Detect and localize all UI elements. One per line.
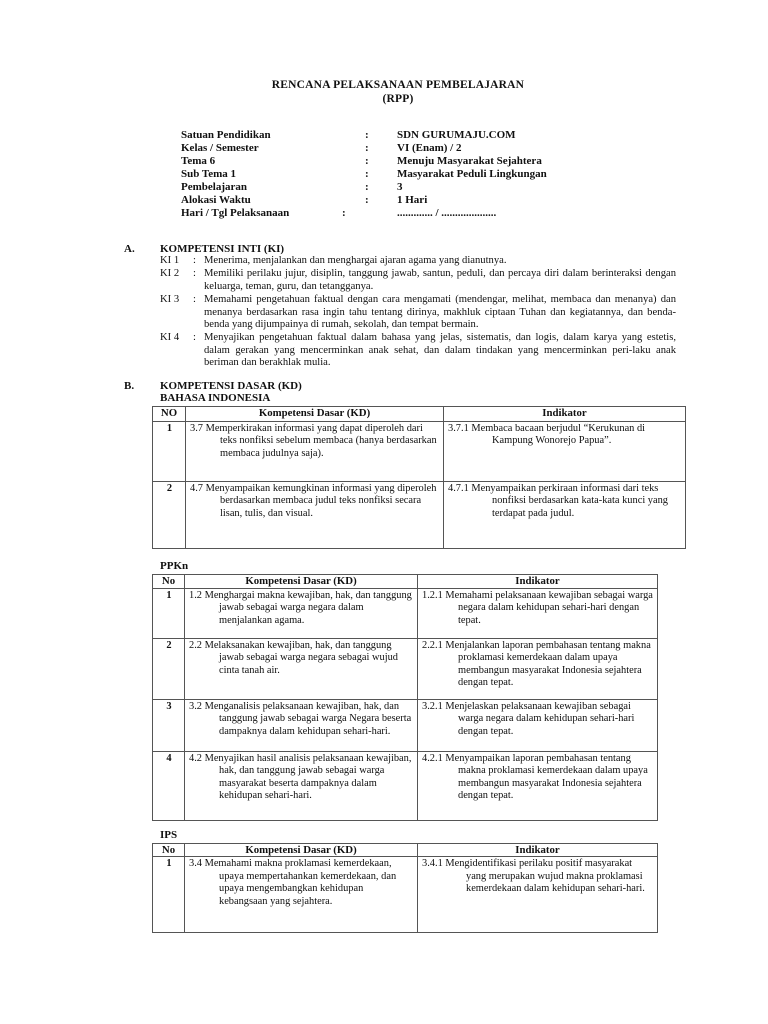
header-indikator: Indikator bbox=[444, 407, 686, 422]
kd-table-ppkn bbox=[152, 574, 658, 821]
identity-value: Masyarakat Peduli Lingkungan bbox=[397, 168, 547, 180]
colon: : bbox=[342, 207, 346, 219]
header-no: NO bbox=[153, 407, 186, 422]
ki-item bbox=[160, 255, 676, 268]
row-kd: 3.4 Memahami makna proklamasi kemerdekaan, upaya mempertahankan kemerdekaan, dan upaya mengembangkan kehidupan kebangsaan yang sejahtera. bbox=[185, 857, 418, 933]
row-indikator: 4.7.1 Menyampaikan perkiraan informasi dari teks nonfiksi berdasarkan kata-kata kunci yang terdapat pada judul. bbox=[444, 482, 686, 549]
table-row bbox=[153, 700, 658, 752]
identity-value: 1 Hari bbox=[397, 194, 428, 206]
colon: : bbox=[193, 294, 196, 305]
identity-label: Hari / Tgl Pelaksanaan bbox=[181, 207, 290, 219]
row-no: 2 bbox=[153, 639, 185, 700]
table-row bbox=[153, 752, 658, 821]
row-kd: 1.2 Menghargai makna kewajiban, hak, dan tanggung jawab sebagai warga negara dalam menjalankan agama. bbox=[185, 589, 418, 639]
ki-text: Memahami pengetahuan faktual dengan cara mengamati (mendengar, melihat, membaca dan menanya) dan menanya berdasarkan rasa ingin tahu tentang dirinya, makhluk ciptaan Tuhan dan kegiatannya, dan benda-benda yang dijumpainya di rumah, sekolah, dan tempat bermain. bbox=[204, 294, 676, 331]
row-indikator: 3.2.1 Menjelaskan pelaksanaan kewajiban sebagai warga negara dalam kehidupan sehari-hari dengan tepat. bbox=[418, 700, 658, 752]
table-row bbox=[153, 482, 686, 549]
header-indikator: Indikator bbox=[418, 575, 658, 589]
identity-label: Alokasi Waktu bbox=[181, 194, 251, 206]
header-kd: Kompetensi Dasar (KD) bbox=[185, 575, 418, 589]
section-b-letter: B. bbox=[124, 380, 135, 392]
row-no: 3 bbox=[153, 700, 185, 752]
ki-item bbox=[160, 294, 676, 332]
colon: : bbox=[365, 129, 369, 141]
header-indikator: Indikator bbox=[418, 844, 658, 857]
subject-label-ppkn: PPKn bbox=[160, 560, 189, 572]
identity-value: 3 bbox=[397, 181, 403, 193]
kd-table-bahasa-indonesia bbox=[152, 406, 686, 549]
row-no: 2 bbox=[153, 482, 186, 549]
row-kd: 4.7 Menyampaikan kemungkinan informasi yang diperoleh berdasarkan membaca judul teks nonfiksi secara lisan, tulis, dan visual. bbox=[186, 482, 444, 549]
row-no: 1 bbox=[153, 857, 185, 933]
header-kd: Kompetensi Dasar (KD) bbox=[185, 844, 418, 857]
identity-label: Kelas / Semester bbox=[181, 142, 259, 154]
identity-label: Pembelajaran bbox=[181, 181, 247, 193]
header-no: No bbox=[153, 844, 185, 857]
header-no: No bbox=[153, 575, 185, 589]
table-row bbox=[153, 857, 658, 933]
table-row bbox=[153, 639, 658, 700]
row-kd: 3.7 Memperkirakan informasi yang dapat diperoleh dari teks nonfiksi sebelum membaca (hanya berdasarkan membaca judulnya saja). bbox=[186, 422, 444, 482]
subject-label-ips: IPS bbox=[160, 829, 178, 841]
row-kd: 4.2 Menyajikan hasil analisis pelaksanaan kewajiban, hak, dan tanggung jawab sebagai warga masyarakat beserta dampaknya dalam kehidupan sehari-hari. bbox=[185, 752, 418, 821]
row-indikator: 3.4.1 Mengidentifikasi perilaku positif masyarakat yang merupakan wujud makna proklamasi kemerdekaan dalam kehidupan sehari-hari. bbox=[418, 857, 658, 933]
identity-value: ............. / .................... bbox=[397, 207, 497, 219]
colon: : bbox=[193, 255, 196, 266]
row-kd: 3.2 Menganalisis pelaksanaan kewajiban, hak, dan tanggung jawab sebagai warga Negara beserta dampaknya dalam kehidupan sehari-hari. bbox=[185, 700, 418, 752]
colon: : bbox=[365, 168, 369, 180]
row-indikator: 1.2.1 Memahami pelaksanaan kewajiban sebagai warga negara dalam kehidupan sehari-hari dengan tepat. bbox=[418, 589, 658, 639]
table-header-row bbox=[153, 575, 658, 589]
ki-code: KI 1 bbox=[160, 255, 180, 266]
row-indikator: 2.2.1 Menjalankan laporan pembahasan tentang makna proklamasi kemerdekaan dalam upaya membangun masyarakat Indonesia sejahtera dengan tepat. bbox=[418, 639, 658, 700]
identity-value: SDN GURUMAJU.COM bbox=[397, 129, 516, 141]
colon: : bbox=[365, 181, 369, 193]
row-no: 4 bbox=[153, 752, 185, 821]
colon: : bbox=[365, 155, 369, 167]
row-no: 1 bbox=[153, 589, 185, 639]
colon: : bbox=[365, 194, 369, 206]
section-a-heading: KOMPETENSI INTI (KI) bbox=[160, 243, 285, 255]
document-title: RENCANA PELAKSANAAN PEMBELAJARAN bbox=[271, 79, 525, 91]
ki-item bbox=[160, 332, 676, 370]
identity-label: Satuan Pendidikan bbox=[181, 129, 271, 141]
row-kd: 2.2 Melaksanakan kewajiban, hak, dan tanggung jawab sebagai warga negara sebagai wujud cinta tanah air. bbox=[185, 639, 418, 700]
ki-text: Menyajikan pengetahuan faktual dalam bahasa yang jelas, sistematis, dan logis, dalam karya yang estetis, dalam gerakan yang mencerminkan anak sehat, dan dalam tindakan yang mencerminkan peri-laku anak beriman dan berakhlak mulia. bbox=[204, 332, 676, 369]
table-header-row bbox=[153, 844, 658, 857]
kd-table-ips bbox=[152, 843, 658, 933]
colon: : bbox=[193, 332, 196, 343]
identity-label: Tema 6 bbox=[181, 155, 216, 167]
document-subtitle: (RPP) bbox=[382, 93, 414, 105]
section-a-letter: A. bbox=[124, 243, 135, 255]
row-indikator: 3.7.1 Membaca bacaan berjudul “Kerukunan di Kampung Wonorejo Papua”. bbox=[444, 422, 686, 482]
ki-code: KI 4 bbox=[160, 332, 180, 343]
identity-value: Menuju Masyarakat Sejahtera bbox=[397, 155, 542, 167]
identity-value: VI (Enam) / 2 bbox=[397, 142, 462, 154]
colon: : bbox=[193, 268, 196, 279]
table-row bbox=[153, 422, 686, 482]
identity-label: Sub Tema 1 bbox=[181, 168, 237, 180]
subject-label-bahasa-indonesia: BAHASA INDONESIA bbox=[160, 392, 271, 404]
row-no: 1 bbox=[153, 422, 186, 482]
table-header-row bbox=[153, 407, 686, 422]
section-b-heading: KOMPETENSI DASAR (KD) bbox=[160, 380, 302, 392]
ki-item bbox=[160, 268, 676, 293]
ki-text: Menerima, menjalankan dan menghargai ajaran agama yang dianutnya. bbox=[204, 255, 507, 266]
row-indikator: 4.2.1 Menyampaikan laporan pembahasan tentang makna proklamasi kemerdekaan dalam upaya membangun masyarakat Indonesia sejahtera dengan tepat. bbox=[418, 752, 658, 821]
ki-code: KI 2 bbox=[160, 268, 180, 279]
header-kd: Kompetensi Dasar (KD) bbox=[186, 407, 444, 422]
table-row bbox=[153, 589, 658, 639]
colon: : bbox=[365, 142, 369, 154]
ki-code: KI 3 bbox=[160, 294, 180, 305]
ki-text: Memiliki perilaku jujur, disiplin, tanggung jawab, santun, peduli, dan percaya diri dalam berinteraksi dengan keluarga, teman, guru, dan tetangganya. bbox=[204, 268, 676, 292]
